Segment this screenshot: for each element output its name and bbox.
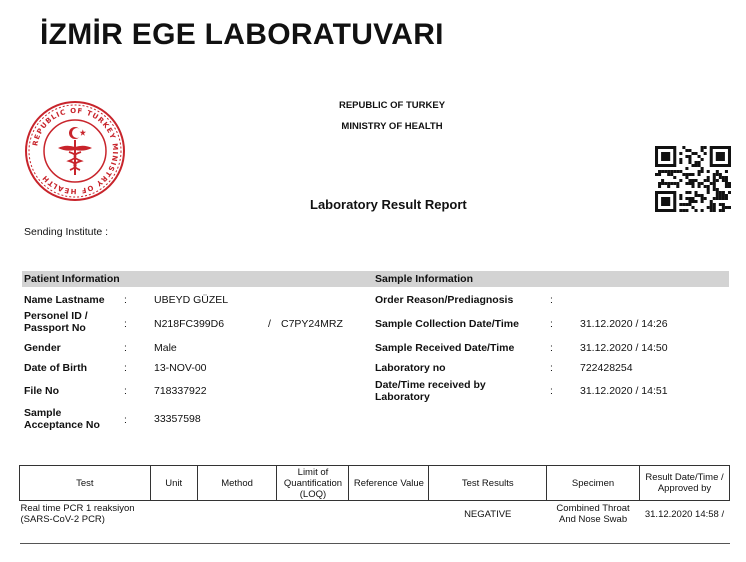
sample-info-title: Sample Information xyxy=(375,273,474,285)
report-title: Laboratory Result Report xyxy=(310,197,467,212)
colon: : xyxy=(124,385,127,397)
colon: : xyxy=(550,385,553,397)
cell-loq xyxy=(277,501,349,528)
label-dob: Date of Birth xyxy=(24,362,87,374)
col-header-loq: Limit of Quantification (LOQ) xyxy=(277,466,349,501)
cell-reference xyxy=(349,501,429,528)
col-header-result-date: Result Date/Time / Approved by xyxy=(639,466,729,501)
value-laboratory-no: 722428254 xyxy=(580,362,633,374)
colon: : xyxy=(550,362,553,374)
col-header-unit: Unit xyxy=(150,466,197,501)
qr-code-icon xyxy=(655,146,731,212)
label-file-no: File No xyxy=(24,385,60,397)
label-order-reason: Order Reason/Prediagnosis xyxy=(375,294,514,306)
label-received-datetime: Sample Received Date/Time xyxy=(375,342,515,354)
header-republic: REPUBLIC OF TURKEY xyxy=(338,100,446,111)
colon: : xyxy=(550,294,553,306)
slash: / xyxy=(268,318,271,330)
results-table xyxy=(19,465,730,527)
col-header-specimen: Specimen xyxy=(547,466,640,501)
lab-title: İZMİR EGE LABORATUVARI xyxy=(40,18,444,51)
col-header-method: Method xyxy=(197,466,277,501)
value-passport-no: C7PY24MRZ xyxy=(281,318,343,330)
colon: : xyxy=(550,318,553,330)
cell-result-date: 31.12.2020 14:58 / xyxy=(644,509,725,520)
value-personel-id: N218FC399D6 xyxy=(154,318,225,330)
patient-info-title: Patient Information xyxy=(24,273,120,285)
value-name: UBEYD GÜZEL xyxy=(154,294,229,306)
label-name: Name Lastname xyxy=(24,294,105,306)
cell-result: NEGATIVE xyxy=(464,509,512,520)
value-received-datetime: 31.12.2020 / 14:50 xyxy=(580,342,668,354)
colon: : xyxy=(550,342,553,354)
cell-test: Real time PCR 1 reaksiyon (SARS-CoV-2 PCR) xyxy=(20,503,135,525)
bottom-divider xyxy=(20,543,730,544)
value-sample-acceptance: 33357598 xyxy=(154,413,201,425)
label-sample-acceptance: Sample Acceptance No xyxy=(24,407,100,431)
colon: : xyxy=(124,414,127,426)
colon: : xyxy=(124,294,127,306)
cell-specimen: Combined Throat And Nose Swab xyxy=(556,503,630,525)
results-header-row xyxy=(20,466,730,501)
cell-method xyxy=(197,501,277,528)
ministry-seal-logo xyxy=(24,100,126,202)
colon: : xyxy=(124,362,127,374)
colon: : xyxy=(124,318,127,330)
value-dob: 13-NOV-00 xyxy=(154,362,207,374)
value-gender: Male xyxy=(154,342,177,354)
table-row xyxy=(20,501,730,528)
svg-text:REPUBLIC OF TURKEY MINISTRY OF: REPUBLIC OF TURKEY MINISTRY OF HEALTH xyxy=(31,106,120,196)
col-header-results: Test Results xyxy=(429,466,547,501)
cell-unit xyxy=(150,501,197,528)
value-lab-received-datetime: 31.12.2020 / 14:51 xyxy=(580,385,668,397)
label-personel-id: Personel ID / Passport No xyxy=(24,310,88,334)
col-header-reference: Reference Value xyxy=(349,466,429,501)
label-collection-datetime: Sample Collection Date/Time xyxy=(375,318,519,330)
header-ministry: MINISTRY OF HEALTH xyxy=(341,121,443,132)
value-collection-datetime: 31.12.2020 / 14:26 xyxy=(580,318,668,330)
label-lab-received-datetime: Date/Time received by Laboratory xyxy=(375,379,486,403)
col-header-test: Test xyxy=(20,466,151,501)
label-laboratory-no: Laboratory no xyxy=(375,362,446,374)
value-file-no: 718337922 xyxy=(154,385,207,397)
colon: : xyxy=(124,342,127,354)
sending-institute: Sending Institute : xyxy=(24,226,109,238)
label-gender: Gender xyxy=(24,342,61,354)
